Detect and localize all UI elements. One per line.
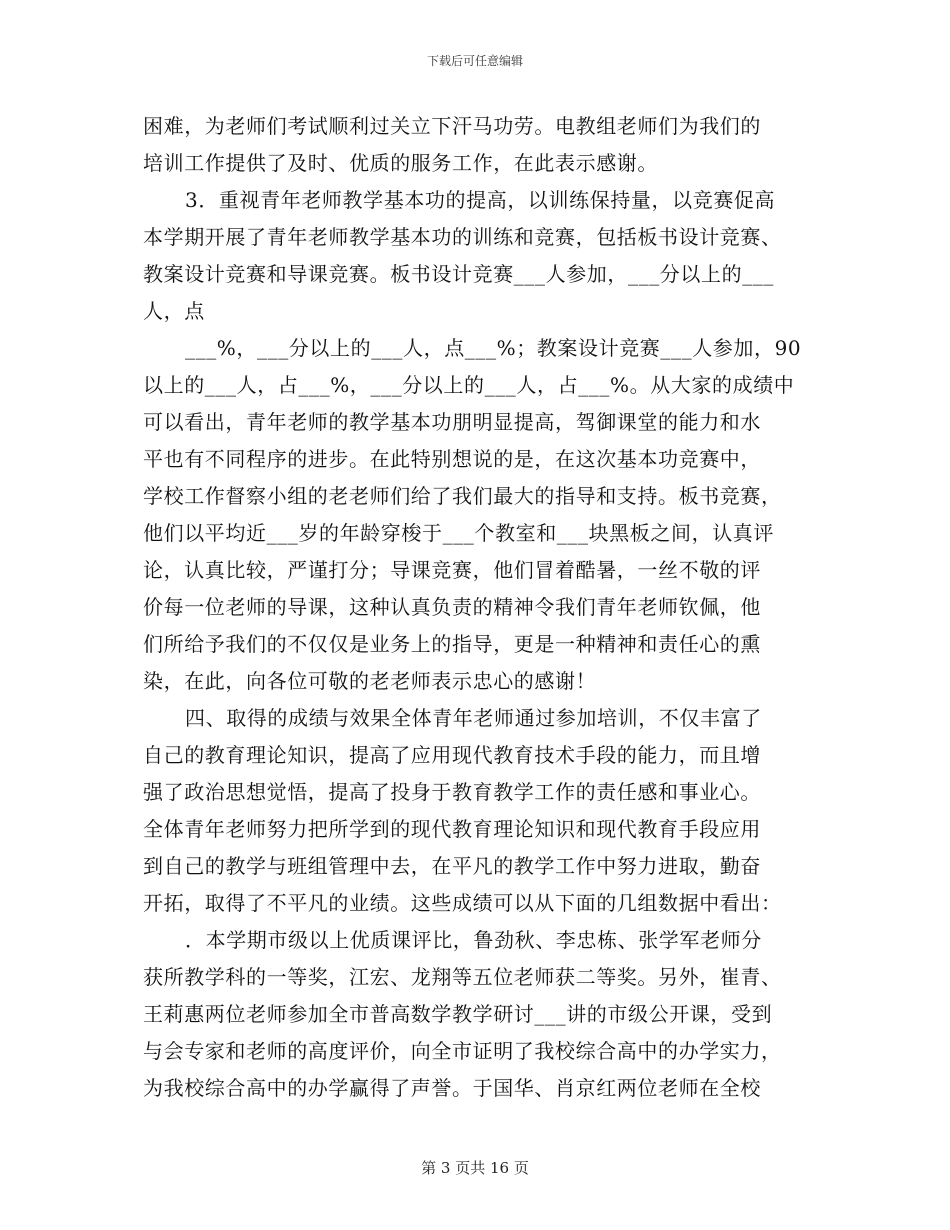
text-line: 们所给予我们的不仅仅是业务上的指导，更是一种精神和责任心的熏: [143, 632, 761, 656]
text-line: ．本学期市级以上优质课评比，鲁劲秋、李忠栋、张学军老师分: [185, 928, 762, 952]
text-line: 到自己的教学与班组管理中去，在平凡的教学工作中努力进取，勤奋: [143, 854, 761, 878]
text-line: 3．重视青年老师教学基本功的提高，以训练保持量，以竞赛促高: [185, 188, 776, 212]
text-line: 困难，为老师们考试顺利过关立下汗马功劳。电教组老师们为我们的: [143, 114, 761, 138]
page-footer: 第 3 页共 16 页: [421, 1159, 529, 1177]
document-body: [143, 108, 807, 1107]
text-line: 论，认真比较，严谨打分；导课竞赛，他们冒着酷暑，一丝不敬的评: [143, 558, 761, 582]
text-line: 四、取得的成绩与效果全体青年老师通过参加培训，不仅丰富了: [185, 706, 762, 730]
text-line: ___%，___分以上的___人，点___%；教案设计竞赛___人参加，90: [185, 336, 802, 360]
text-line: 自己的教育理论知识，提高了应用现代教育技术手段的能力，而且增: [143, 743, 761, 767]
text-line: 为我校综合高中的办学赢得了声誉。于国华、肖京红两位老师在全校: [143, 1076, 761, 1100]
text-line: 平也有不同程序的进步。在此特别想说的是，在这次基本功竞赛中，: [143, 447, 761, 471]
text-line: 强了政治思想觉悟，提高了投身于教育教学工作的责任感和事业心。: [143, 780, 761, 804]
text-line: 本学期开展了青年老师教学基本功的训练和竞赛，包括板书设计竞赛、: [143, 225, 782, 249]
text-line: 教案设计竞赛和导课竞赛。板书设计竞赛___人参加，___分以上的___: [143, 262, 774, 286]
text-line: 王莉惠两位老师参加全市普高数学教学研讨___讲的市级公开课，受到: [143, 1002, 773, 1026]
text-line: 学校工作督察小组的老老师们给了我们最大的指导和支持。板书竞赛，: [143, 484, 782, 508]
text-line: 与会专家和老师的高度评价，向全市证明了我校综合高中的办学实力，: [143, 1039, 782, 1063]
page-header: 下载后可任意编辑: [426, 54, 523, 68]
text-line: 以上的___人，占___%，___分以上的___人，占___%。从大家的成绩中: [143, 373, 795, 397]
text-line: 染，在此，向各位可敬的老老师表示忠心的感谢！: [143, 669, 597, 693]
text-line: 全体青年老师努力把所学到的现代教育理论知识和现代教育手段应用: [143, 817, 761, 841]
text-line: 他们以平均近___岁的年龄穿梭于___个教室和___块黑板之间，认真评: [143, 521, 774, 545]
text-line: 价每一位老师的导课，这种认真负责的精神令我们青年老师钦佩，他: [143, 595, 761, 619]
text-line: 可以看出，青年老师的教学基本功朋明显提高，驾御课堂的能力和水: [143, 410, 761, 434]
text-line: 培训工作提供了及时、优质的服务工作，在此表示感谢。: [143, 151, 658, 175]
text-line: 开拓，取得了不平凡的业绩。这些成绩可以从下面的几组数据中看出：: [143, 891, 782, 915]
text-line: 获所教学科的一等奖，江宏、龙翔等五位老师获二等奖。另外，崔青、: [143, 965, 782, 989]
text-line: 人，点: [143, 299, 205, 323]
